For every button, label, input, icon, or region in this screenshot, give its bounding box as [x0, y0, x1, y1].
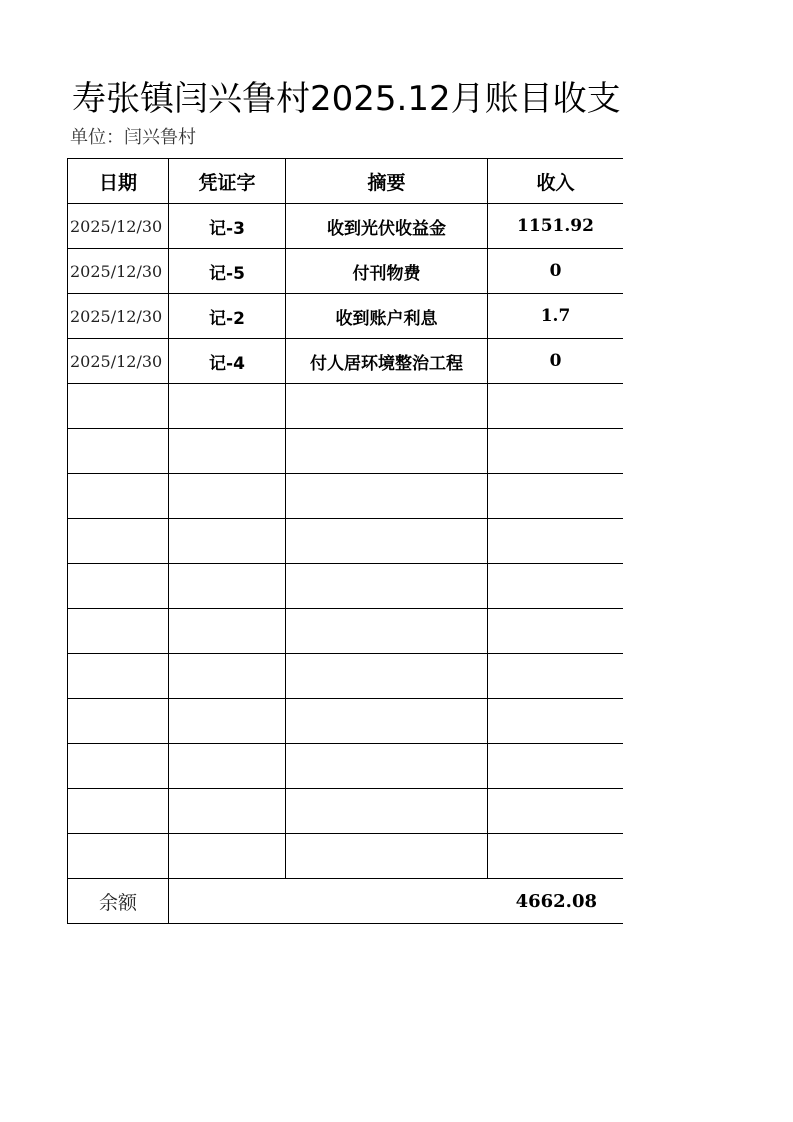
cell-voucher	[169, 654, 286, 699]
ledger-body	[68, 204, 624, 879]
table-row	[68, 519, 624, 564]
table-row	[68, 429, 624, 474]
cell-income	[488, 699, 624, 744]
cell-voucher	[169, 834, 286, 879]
cell-voucher	[169, 384, 286, 429]
cell-income	[488, 789, 624, 834]
cell-summary	[286, 384, 488, 429]
table-row	[68, 204, 624, 249]
cell-income: 0	[488, 249, 624, 294]
table-row	[68, 699, 624, 744]
cell-date	[68, 564, 169, 609]
cell-summary	[286, 699, 488, 744]
cell-voucher	[169, 609, 286, 654]
table-row	[68, 339, 624, 384]
table-row	[68, 609, 624, 654]
ledger-table-region	[67, 158, 623, 942]
cell-date	[68, 744, 169, 789]
table-row	[68, 249, 624, 294]
cell-date: 2025/12/30	[68, 249, 169, 294]
cell-summary	[286, 429, 488, 474]
cell-voucher	[169, 789, 286, 834]
cell-income: 0	[488, 339, 624, 384]
cell-voucher	[169, 564, 286, 609]
cell-date	[68, 609, 169, 654]
cell-date	[68, 384, 169, 429]
cell-summary	[286, 834, 488, 879]
cell-date: 2025/12/30	[68, 339, 169, 384]
cell-income: 1151.92	[488, 204, 624, 249]
cell-income	[488, 609, 624, 654]
cell-summary	[286, 564, 488, 609]
cell-income	[488, 384, 624, 429]
header-row	[68, 159, 624, 204]
cell-summary: 付人居环境整治工程	[286, 339, 488, 384]
unit-label: 单位：闫兴鲁村	[70, 127, 196, 148]
cell-summary	[286, 744, 488, 789]
cell-summary	[286, 474, 488, 519]
cell-income	[488, 429, 624, 474]
cell-income	[488, 564, 624, 609]
cell-date	[68, 519, 169, 564]
cell-date	[68, 699, 169, 744]
cell-summary	[286, 789, 488, 834]
cell-date: 2025/12/30	[68, 204, 169, 249]
header-summary: 摘要	[286, 159, 488, 204]
cell-date: 2025/12/30	[68, 294, 169, 339]
cell-voucher: 记-4	[169, 339, 286, 384]
cell-voucher	[169, 744, 286, 789]
table-row	[68, 384, 624, 429]
cell-income	[488, 519, 624, 564]
table-row	[68, 564, 624, 609]
cell-voucher: 记-2	[169, 294, 286, 339]
cell-summary: 付刊物费	[286, 249, 488, 294]
cell-voucher: 记-3	[169, 204, 286, 249]
table-row	[68, 474, 624, 519]
cell-summary	[286, 609, 488, 654]
balance-value: 4662.08	[169, 879, 624, 924]
cell-date	[68, 789, 169, 834]
ledger-table	[67, 158, 623, 924]
balance-label: 余额	[68, 879, 169, 924]
cell-summary	[286, 519, 488, 564]
table-row	[68, 654, 624, 699]
cell-income	[488, 834, 624, 879]
cell-income	[488, 654, 624, 699]
cell-summary: 收到光伏收益金	[286, 204, 488, 249]
table-row	[68, 789, 624, 834]
cell-income: 1.7	[488, 294, 624, 339]
cell-income	[488, 744, 624, 789]
header-voucher: 凭证字	[169, 159, 286, 204]
table-row	[68, 294, 624, 339]
cell-voucher	[169, 429, 286, 474]
table-row	[68, 744, 624, 789]
cell-summary	[286, 654, 488, 699]
cell-income	[488, 474, 624, 519]
header-date: 日期	[68, 159, 169, 204]
page-title: 寿张镇闫兴鲁村2025.12月账目收支	[72, 79, 621, 119]
cell-date	[68, 834, 169, 879]
header-income: 收入	[488, 159, 624, 204]
cell-date	[68, 474, 169, 519]
cell-voucher	[169, 699, 286, 744]
cell-date	[68, 429, 169, 474]
cell-voucher	[169, 474, 286, 519]
cell-summary: 收到账户利息	[286, 294, 488, 339]
cell-voucher: 记-5	[169, 249, 286, 294]
title-region	[72, 72, 623, 126]
cell-date	[68, 654, 169, 699]
table-row	[68, 834, 624, 879]
cell-voucher	[169, 519, 286, 564]
balance-row	[68, 879, 624, 924]
